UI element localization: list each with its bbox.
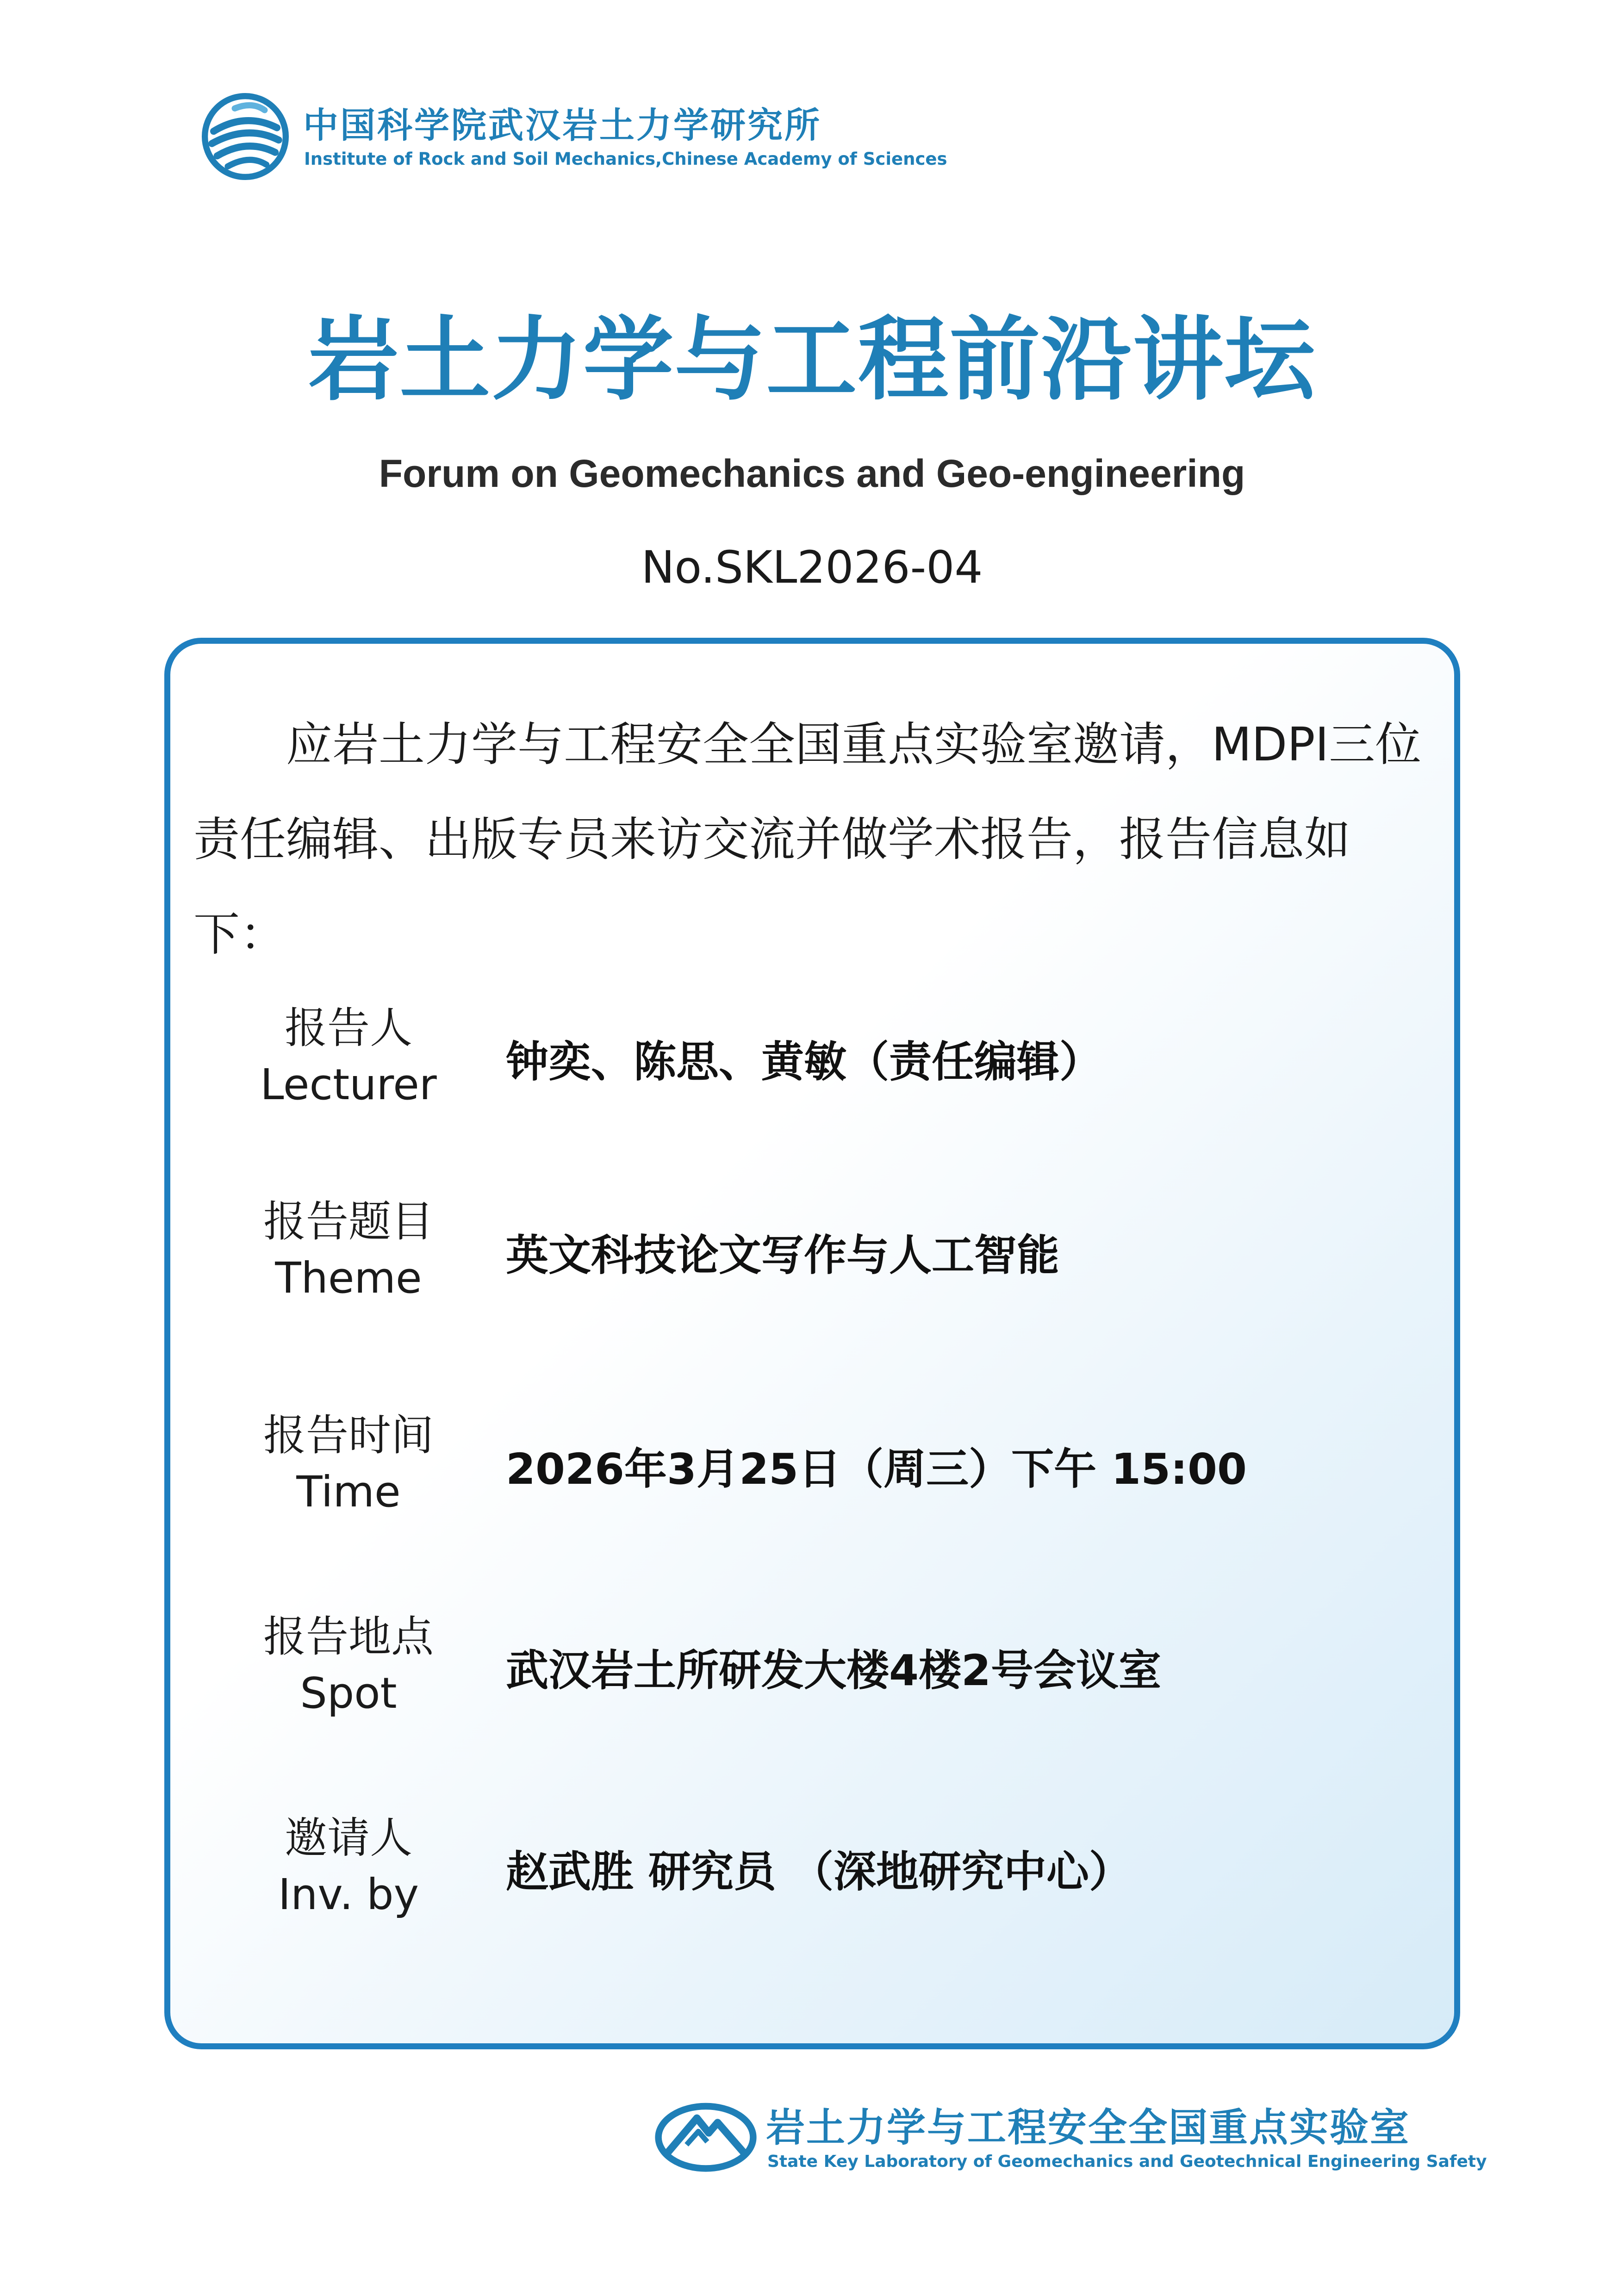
row-label-en: Time <box>296 1467 401 1517</box>
row-value: 2026年3月25日（周三）下午 15:00 <box>506 1444 1247 1494</box>
info-row-lecturer <box>170 1000 1454 1120</box>
lab-name-cn: 岩土力学与工程安全全国重点实验室 <box>766 2105 1411 2150</box>
institute-name-en: Institute of Rock and Soil Mechanics,Chinese Academy of Sciences <box>304 149 947 169</box>
row-value: 钟奕、陈思、黄敏（责任编辑） <box>506 1037 1102 1087</box>
row-label-en: Spot <box>300 1668 397 1718</box>
globe-logo-icon <box>201 93 289 180</box>
row-label-cn: 邀请人 <box>284 1813 412 1863</box>
info-card <box>164 638 1460 2049</box>
info-row-theme <box>170 1194 1454 1314</box>
row-label-cn: 报告题目 <box>263 1197 434 1246</box>
row-label-cn: 报告地点 <box>263 1612 434 1661</box>
forum-number: No.SKL2026-04 <box>641 541 983 593</box>
row-value: 英文科技论文写作与人工智能 <box>506 1231 1060 1280</box>
row-value: 赵武胜 研究员 （深地研究中心） <box>506 1847 1132 1897</box>
row-label <box>242 1407 455 1520</box>
forum-title-cn: 岩土力学与工程前沿讲坛 <box>308 307 1316 413</box>
intro-paragraph: 应岩土力学与工程安全全国重点实验室邀请，MDPI三位责任编辑、出版专员来访交流并做学术报告，报告信息如下： <box>193 717 1422 961</box>
info-row-invited-by <box>170 1810 1454 1930</box>
row-label <box>242 1194 455 1307</box>
lab-footer <box>648 2087 1487 2198</box>
info-row-time <box>170 1407 1454 1528</box>
lab-name-en: State Key Laboratory of Geomechanics and Geotechnical Engineering Safety <box>767 2152 1487 2171</box>
institute-name-cn: 中国科学院武汉岩土力学研究所 <box>303 105 821 146</box>
row-label-cn: 报告人 <box>284 1003 412 1053</box>
row-label-en: Inv. by <box>278 1870 419 1919</box>
mountain-logo-icon <box>653 2099 759 2173</box>
forum-title-en: Forum on Geomechanics and Geo-engineering <box>379 452 1245 495</box>
institute-header <box>197 88 983 180</box>
row-label <box>242 1609 455 1722</box>
info-rows <box>170 644 1454 2043</box>
row-label-en: Lecturer <box>260 1060 437 1109</box>
row-label-en: Theme <box>275 1253 422 1303</box>
row-value: 武汉岩土所研发大楼4楼2号会议室 <box>506 1646 1162 1695</box>
info-row-spot <box>170 1609 1454 1729</box>
row-label <box>242 1000 455 1113</box>
row-label-cn: 报告时间 <box>263 1411 434 1460</box>
row-label <box>242 1810 455 1923</box>
